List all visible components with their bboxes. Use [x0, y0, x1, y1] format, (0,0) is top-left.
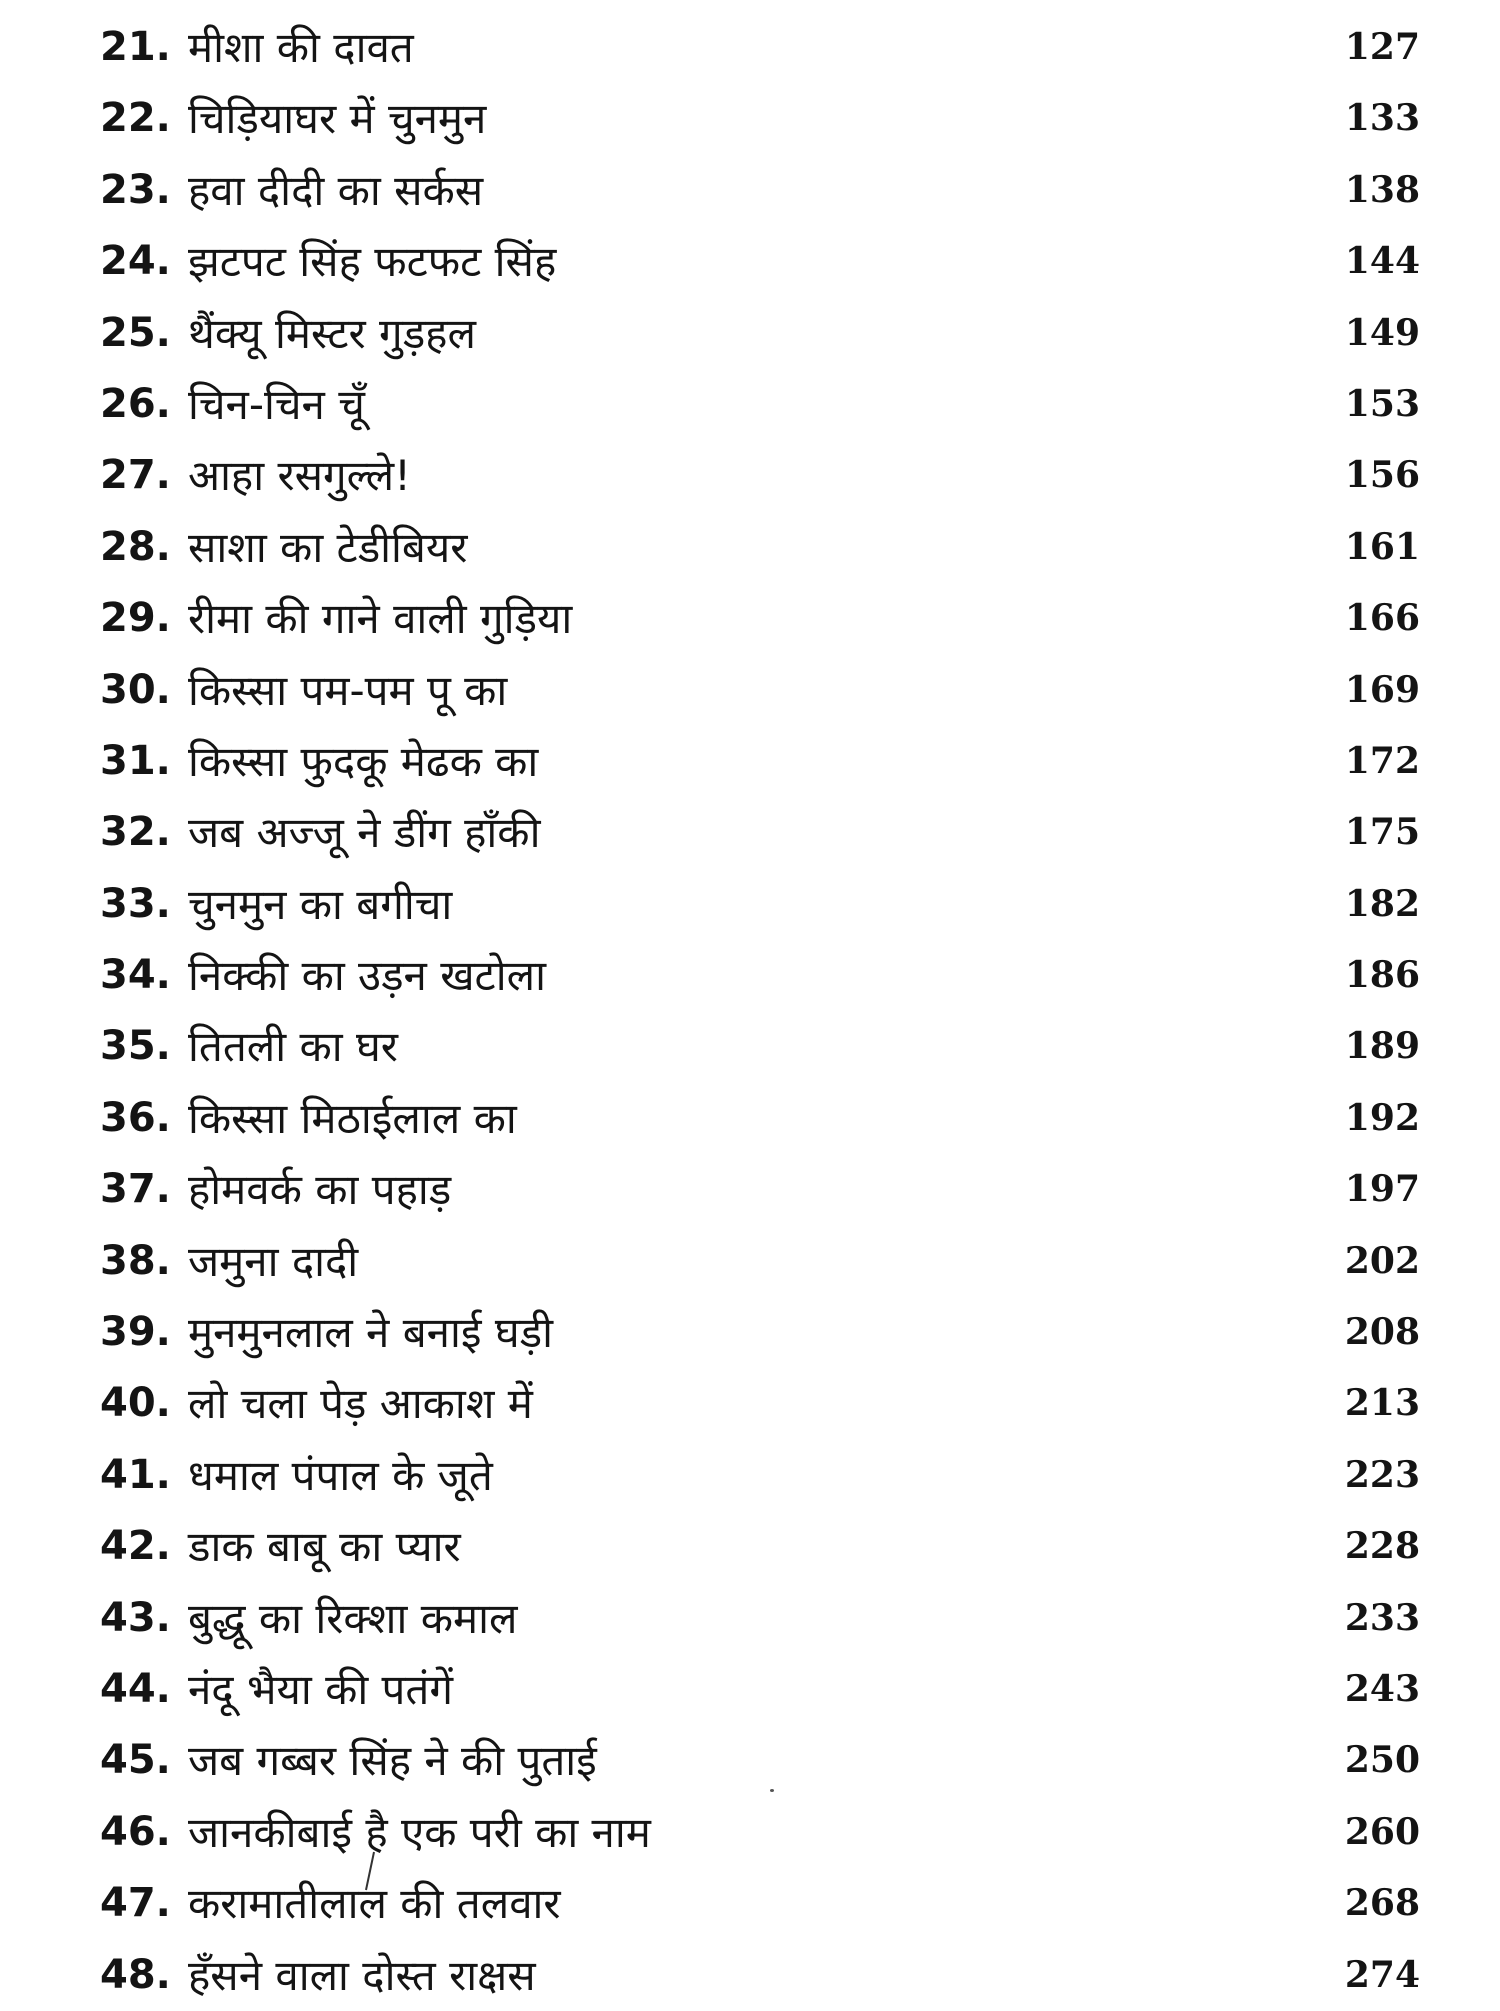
entry-title: तितली का घर	[188, 1022, 398, 1072]
entry-page-number: 268	[1344, 1882, 1420, 1925]
entry-number: 38.	[100, 1237, 171, 1284]
entry-page-number: 192	[1344, 1096, 1420, 1139]
entry-number: 33.	[100, 880, 171, 927]
entry-title: डाक बाबू का प्यार	[188, 1522, 461, 1572]
entry-page-number: 133	[1344, 97, 1420, 140]
entry-page-number: 161	[1344, 525, 1420, 568]
entry-number: 47.	[100, 1880, 171, 1927]
entry-title: चिड़ियाघर में चुनमुन	[188, 94, 487, 144]
entry-title: मुनमुनलाल ने बनाई घड़ी	[188, 1308, 554, 1358]
entry-page-number: 166	[1344, 597, 1420, 640]
entry-page-number: 138	[1344, 168, 1420, 211]
entry-page-number: 127	[1344, 26, 1420, 68]
entry-number: 23.	[100, 166, 171, 213]
entry-title: करामातीलाल की तलवार	[188, 1879, 561, 1929]
entry-number: 34.	[100, 952, 171, 999]
entry-title: रीमा की गाने वाली गुड़िया	[188, 594, 573, 644]
entry-page-number: 213	[1344, 1382, 1420, 1425]
entry-number: 29.	[100, 595, 171, 642]
entry-number: 44.	[100, 1665, 171, 1712]
entry-number: 28.	[100, 523, 171, 570]
entry-page-number: 189	[1344, 1025, 1420, 1068]
entry-title: किस्सा पम-पम पू का	[188, 665, 508, 715]
entry-number: 40.	[100, 1380, 171, 1427]
entry-title: साशा का टेडीबियर	[188, 522, 468, 572]
entry-title: थैंक्यू मिस्टर गुड़हल	[188, 308, 476, 358]
entry-title: धमाल पंपाल के जूते	[188, 1450, 493, 1500]
entry-page-number: 186	[1344, 954, 1420, 997]
entry-title: जब अज्जू ने डींग हाँकी	[188, 808, 541, 858]
entry-number: 48.	[100, 1951, 171, 1998]
entry-page-number: 149	[1344, 311, 1420, 354]
entry-title: मीशा की दावत	[188, 23, 414, 72]
entry-title: आहा रसगुल्ले!	[188, 451, 411, 501]
entry-page-number: 260	[1344, 1810, 1420, 1853]
entry-number: 45.	[100, 1737, 171, 1784]
entry-number: 41.	[100, 1451, 171, 1498]
entry-page-number: 223	[1344, 1453, 1420, 1496]
entry-title: हवा दीदी का सर्कस	[188, 165, 484, 215]
entry-page-number: 175	[1344, 811, 1420, 854]
entry-page-number: 144	[1344, 240, 1420, 283]
entry-page-number: 274	[1344, 1953, 1420, 1996]
entry-number: 32.	[100, 809, 171, 856]
entry-page-number: 156	[1344, 454, 1420, 497]
entry-number: 37.	[100, 1166, 171, 1213]
entry-page-number: 197	[1344, 1168, 1420, 1211]
entry-number: 31.	[100, 737, 171, 784]
entry-number: 30.	[100, 666, 171, 713]
entry-number: 26.	[100, 380, 171, 427]
entry-title: लो चला पेड़ आकाश में	[188, 1379, 533, 1429]
entry-number: 25.	[100, 309, 171, 356]
entry-title: चिन-चिन चूँ	[188, 379, 365, 429]
entry-page-number: 250	[1344, 1739, 1420, 1782]
entry-page-number: 182	[1344, 882, 1420, 925]
entry-page-number: 169	[1344, 668, 1420, 711]
entry-number: 39.	[100, 1309, 171, 1356]
entry-title: जमुना दादी	[188, 1236, 359, 1286]
entry-title: किस्सा फुदकू मेढक का	[188, 736, 539, 786]
entry-page-number: 243	[1344, 1667, 1420, 1710]
entry-number: 35.	[100, 1023, 171, 1070]
entry-page-number: 228	[1344, 1525, 1420, 1568]
entry-number: 42.	[100, 1523, 171, 1570]
entry-title: चुनमुन का बगीचा	[188, 879, 453, 929]
entry-number: 24.	[100, 238, 171, 285]
entry-number: 36.	[100, 1094, 171, 1141]
entry-title: किस्सा मिठाईलाल का	[188, 1093, 517, 1143]
entry-title: हँसने वाला दोस्त राक्षस	[188, 1950, 536, 2000]
entry-number: 27.	[100, 452, 171, 499]
entry-number: 21.	[100, 24, 171, 70]
entry-page-number: 233	[1344, 1596, 1420, 1639]
entry-title: बुद्धू का रिक्शा कमाल	[188, 1593, 518, 1643]
entry-page-number: 208	[1344, 1311, 1420, 1354]
entry-number: 22.	[100, 95, 171, 142]
entry-number: 43.	[100, 1594, 171, 1641]
entry-title: होमवर्क का पहाड़	[188, 1165, 452, 1215]
entry-number: 46.	[100, 1808, 171, 1855]
entry-page-number: 202	[1344, 1239, 1420, 1282]
entry-title: नंदू भैया की पतंगें	[188, 1664, 454, 1714]
entry-title: निक्की का उड़न खटोला	[188, 951, 546, 1001]
entry-title: जानकीबाई है एक परी का नाम	[188, 1807, 651, 1857]
entry-title: झटपट सिंह फटफट सिंह	[188, 237, 557, 287]
entry-page-number: 153	[1344, 382, 1420, 425]
entry-page-number: 172	[1344, 739, 1420, 782]
entry-title: जब गब्बर सिंह ने की पुताई	[188, 1736, 597, 1786]
